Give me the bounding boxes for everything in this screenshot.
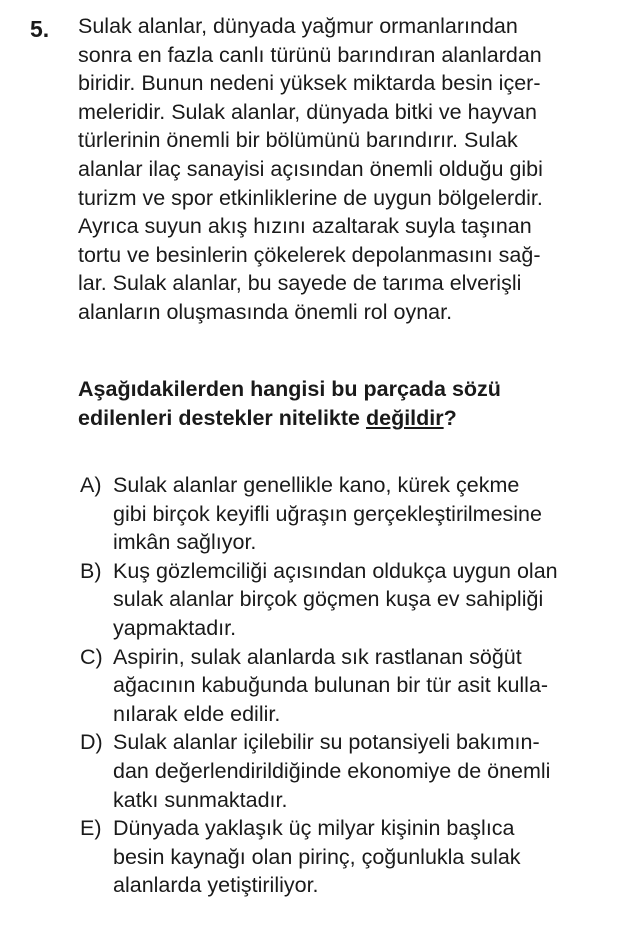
option-letter: A) [80, 473, 102, 497]
option-text: dan değerlendirildiğinde ekonomiye de önemli [113, 758, 551, 783]
option-text: Sulak alanlar genellikle kano, kürek çekme [113, 473, 520, 497]
passage-line: alanların oluşmasında önemli rol oynar. [78, 299, 453, 324]
prompt-underlined-word: değildir [365, 405, 444, 430]
option-text: Kuş gözlemciliği açısından oldukça uygun olan [113, 558, 558, 583]
question-prompt [78, 375, 638, 432]
option-c[interactable] [80, 643, 640, 729]
prompt-line [78, 404, 638, 433]
option-text: nılarak elde edilir. [113, 701, 281, 726]
option-text: besin kaynağı olan pirinç, çoğunlukla sulak [113, 844, 521, 869]
option-text: imkân sağlıyor. [113, 530, 257, 555]
option-text: sulak alanlar birçok göçmen kuşa ev sahipliği [113, 587, 544, 612]
passage-line: biridir. Bunun nedeni yüksek miktarda besin içer- [78, 71, 541, 96]
option-text: katkı sunmaktadır. [113, 787, 288, 812]
option-text: Aspirin, sulak alanlarda sık rastlanan söğüt [113, 644, 522, 669]
passage-line: alanlar ilaç sanayisi açısından önemli olduğu gibi [78, 156, 543, 181]
option-e[interactable] [80, 814, 640, 900]
answer-options [80, 471, 640, 900]
option-b[interactable] [80, 557, 640, 643]
passage-line: sonra en fazla canlı türünü barındıran alanlardan [78, 42, 542, 67]
option-a[interactable] [80, 471, 640, 557]
option-text: ağacının kabuğunda bulunan bir tür asit kulla- [113, 673, 549, 698]
passage-line: lar. Sulak alanlar, bu sayede de tarıma elverişli [78, 271, 522, 296]
option-letter: C) [80, 644, 103, 669]
passage-line: turizm ve spor etkinliklerine de uygun bölgelerdir. [78, 185, 543, 210]
passage-line: türlerinin önemli bir bölümünü barındırır. Sulak [78, 128, 518, 153]
passage-line: meleridir. Sulak alanlar, dünyada bitki ve hayvan [78, 99, 537, 124]
passage-line: Sulak alanlar, dünyada yağmur ormanlarından [78, 14, 518, 38]
option-text: Sulak alanlar içilebilir su potansiyeli bakımın- [113, 730, 540, 755]
option-text: gibi birçok keyifli uğraşın gerçekleştirilmesine [113, 501, 542, 526]
question-passage [78, 12, 638, 327]
option-letter: B) [80, 558, 102, 583]
prompt-question-mark: ? [443, 405, 457, 430]
prompt-line: Aşağıdakilerden hangisi bu parçada sözü [78, 377, 501, 401]
option-letter: E) [80, 816, 102, 841]
option-d[interactable] [80, 728, 640, 814]
question-number: 5. [30, 16, 50, 42]
option-text: Dünyada yaklaşık üç milyar kişinin başlıca [113, 816, 515, 841]
prompt-text: edilenleri destekler nitelikte [78, 405, 366, 430]
passage-line: Ayrıca suyun akış hızını azaltarak suyla taşınan [78, 214, 532, 239]
option-text: yapmaktadır. [113, 615, 237, 640]
option-letter: D) [80, 730, 103, 755]
passage-line: tortu ve besinlerin çökelerek depolanmasını sağ- [78, 242, 541, 267]
option-text: alanlarda yetiştiriliyor. [113, 873, 319, 898]
